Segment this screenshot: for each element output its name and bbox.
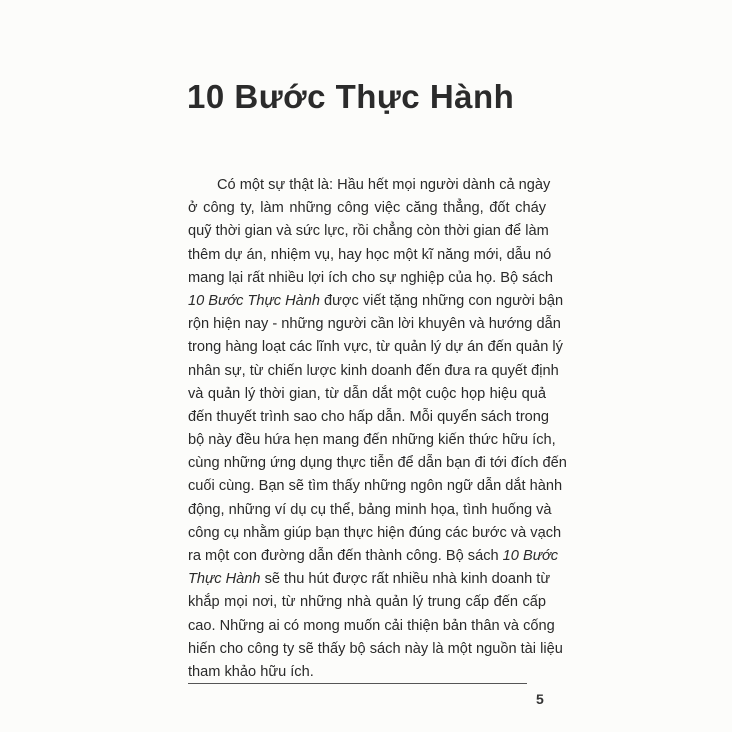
text-line	[188, 290, 564, 313]
text-line	[188, 661, 546, 684]
text-segment: cuối cùng. Bạn sẽ tìm thấy những ngôn ngữ dẫn dắt hành	[188, 478, 563, 495]
text-segment: Có một sự thật là: Hầu hết mọi người dành cả ngày	[217, 177, 551, 193]
text-segment: ở công ty, làm những công việc căng thẳng, đốt cháy	[188, 200, 546, 217]
page-number: 5	[536, 691, 544, 707]
text-segment: đến thuyết trình sao cho hấp dẫn. Mỗi quyển sách trong	[188, 408, 550, 425]
text-line	[188, 383, 546, 406]
italic-book-title: 10 Bước Thực Hành	[188, 292, 320, 309]
text-line	[188, 406, 550, 429]
text-segment: cùng những ứng dụng thực tiễn để dẫn bạn đi tới đích đến	[188, 455, 567, 472]
text-line	[188, 499, 552, 522]
text-line	[188, 267, 553, 290]
text-segment: động, những ví dụ cụ thể, bảng minh họa, tình huống và	[188, 501, 552, 518]
text-segment: công cụ nhằm giúp bạn thực hiện đúng các bước và vạch	[188, 524, 562, 541]
italic-book-title: Thực Hành	[188, 571, 261, 588]
text-line	[188, 220, 549, 243]
text-line	[188, 615, 555, 638]
text-line	[188, 244, 552, 267]
text-segment: ra một con đường dẫn đến thành công. Bộ sách	[188, 548, 503, 564]
footer-rule	[188, 683, 527, 684]
text-line	[188, 360, 559, 383]
text-segment: sẽ thu hút được rất nhiều nhà kinh doanh từ	[260, 571, 551, 588]
text-line	[188, 336, 563, 359]
text-line	[188, 452, 567, 475]
text-segment: rộn hiện nay - những người cần lời khuyên và hướng dẫn	[188, 316, 561, 333]
text-segment: và quản lý thời gian, từ dẫn dắt một cuộc họp hiệu quả	[188, 385, 546, 402]
text-line	[188, 522, 562, 545]
body-paragraph	[188, 174, 567, 684]
text-segment: trong hàng loạt các lĩnh vực, từ quản lý dự án đến quản lý	[188, 339, 563, 356]
text-segment: tham khảo hữu ích.	[188, 663, 314, 680]
page-title: 10 Bước Thực Hành	[187, 78, 515, 115]
text-segment: mang lại rất nhiều lợi ích cho sự nghiệp của họ. Bộ sách	[188, 269, 553, 286]
text-line	[188, 197, 546, 220]
text-segment: được viết tặng những con người bận	[319, 292, 564, 309]
text-line	[188, 545, 559, 568]
text-line	[188, 429, 556, 452]
text-line	[188, 638, 563, 661]
text-line	[188, 313, 561, 336]
text-segment: quỹ thời gian và sức lực, rồi chẳng còn thời gian để làm	[188, 223, 549, 240]
text-segment: thêm dự án, nhiệm vụ, hay học một kĩ năng mới, dẫu nó	[188, 246, 552, 263]
text-segment: hiến cho công ty sẽ thấy bộ sách này là một nguồn tài liệu	[188, 640, 563, 657]
text-segment: cao. Những ai có mong muốn cải thiện bản thân và cống	[188, 617, 555, 634]
text-segment: bộ này đều hứa hẹn mang đến những kiến thức hữu ích,	[188, 432, 556, 449]
italic-book-title: 10 Bước	[502, 548, 559, 564]
text-line	[188, 591, 546, 614]
text-line	[188, 568, 551, 591]
text-line	[188, 174, 551, 197]
text-segment: khắp mọi nơi, từ những nhà quản lý trung cấp đến cấp	[188, 594, 546, 611]
text-line	[188, 475, 563, 498]
text-segment: nhân sự, từ chiến lược kinh doanh đến đưa ra quyết định	[188, 362, 559, 379]
